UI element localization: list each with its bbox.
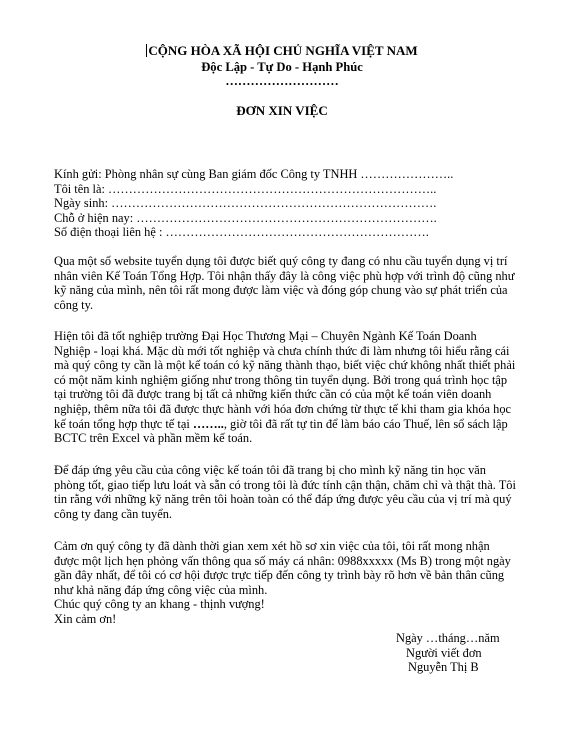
paragraph-education-text-end: , giờ tôi đã rất tự tin để làm báo cáo Thuế, lên sổ sách lập BCTC trên Excel và phần mềm kế toán. — [54, 416, 508, 446]
signature-block — [396, 631, 536, 675]
info-name: Tôi tên là: …………………………………………………………………….. — [54, 181, 437, 196]
info-addressee: Kính gửi: Phòng nhân sự cùng Ban giám đốc Công ty TNHH ………………….. — [54, 167, 454, 181]
paragraph-education-placeholder: …….. — [192, 416, 224, 431]
applicant-info — [54, 167, 514, 240]
country-heading-text: CỘNG HÒA XÃ HỘI CHỦ NGHĨA VIỆT NAM — [148, 43, 418, 58]
header-separator: ……………………… — [225, 74, 339, 88]
info-address: Chỗ ở hiện nay: ………………………………………………………………. — [54, 210, 437, 225]
country-heading — [0, 44, 564, 59]
closing-wish: Chúc quý công ty an khang - thịnh vượng! — [54, 597, 265, 612]
paragraph-education — [54, 329, 516, 446]
paragraph-education-text: Hiện tôi đã tốt nghiệp trường Đại Học Thương Mại – Chuyên Ngành Kế Toán Doanh Nghiệp - loại khá. Mặc dù mới tốt nghiệp và chưa chính thức đi làm nhưng tôi hiểu rằng cái mà quý công ty cần là một kế toán có kỹ năng thành thạo, biết việc chứ không nhất thiết phải có một năm kinh nghiệm giống như trong thông tin tuyển dụng. Bởi trong quá trình học tập tại trường tôi đã được trang bị tất cả những kiến thức cần có của một kế toán viên doanh nghiệp, thêm nữa tôi đã được thực hành với hóa đơn chứng từ thực tế khi tham gia khóa học kế toán tổng hợp thực tế tại — [54, 329, 516, 431]
info-birthdate: Ngày sinh: ……………………………………………………………………. — [54, 196, 437, 211]
signature-role: Người viết đơn — [406, 645, 482, 660]
document-title: ĐƠN XIN VIỆC — [236, 103, 328, 118]
paragraph-closing — [54, 539, 516, 627]
motto-heading: Độc Lập - Tự Do - Hạnh Phúc — [201, 60, 363, 74]
closing-thanks: Xin cảm ơn! — [54, 611, 117, 626]
paragraph-closing-text: Cảm ơn quý công ty đã dành thời gian xem xét hồ sơ xin việc của tôi, tôi rất mong nhận được một lịch hẹn phỏng vấn thông qua số máy cá nhân: 0988xxxxx (Ms B) trong một ngày gần đây nhất, để tôi có cơ hội được trực tiếp đến công ty trình bày rõ hơn về bản thân cũng như khả năng đáp ứng công việc của mình. — [54, 539, 511, 597]
paragraph-skills: Để đáp ứng yêu cầu của công việc kế toán tôi đã trang bị cho mình kỹ năng tin học văn phòng tốt, giao tiếp lưu loát và sẵn có trong tôi là đức tính cận thận, chăm chỉ và thật thà. Tôi tin rằng với những kỹ năng trên tôi hoàn toàn có thể đáp ứng được yêu cầu của vị trí mà quý công ty đang cần tuyển. — [54, 463, 516, 521]
paragraph-intro: Qua một số website tuyển dụng tôi được biết quý công ty đang có nhu cầu tuyển dụng vị trí nhân viên Kế Toán Tổng Hợp. Tôi nhận thấy đây là công việc phù hợp với trình độ cũng như kỹ năng của mình, nên tôi rất mong được làm việc và đóng góp chung vào sự phát triển của công ty. — [54, 254, 515, 312]
info-phone: Số điện thoại liên hệ : ………………………………………………………. — [54, 225, 429, 240]
signature-date: Ngày …tháng…năm — [396, 631, 500, 645]
signature-name: Nguyễn Thị B — [408, 660, 479, 675]
